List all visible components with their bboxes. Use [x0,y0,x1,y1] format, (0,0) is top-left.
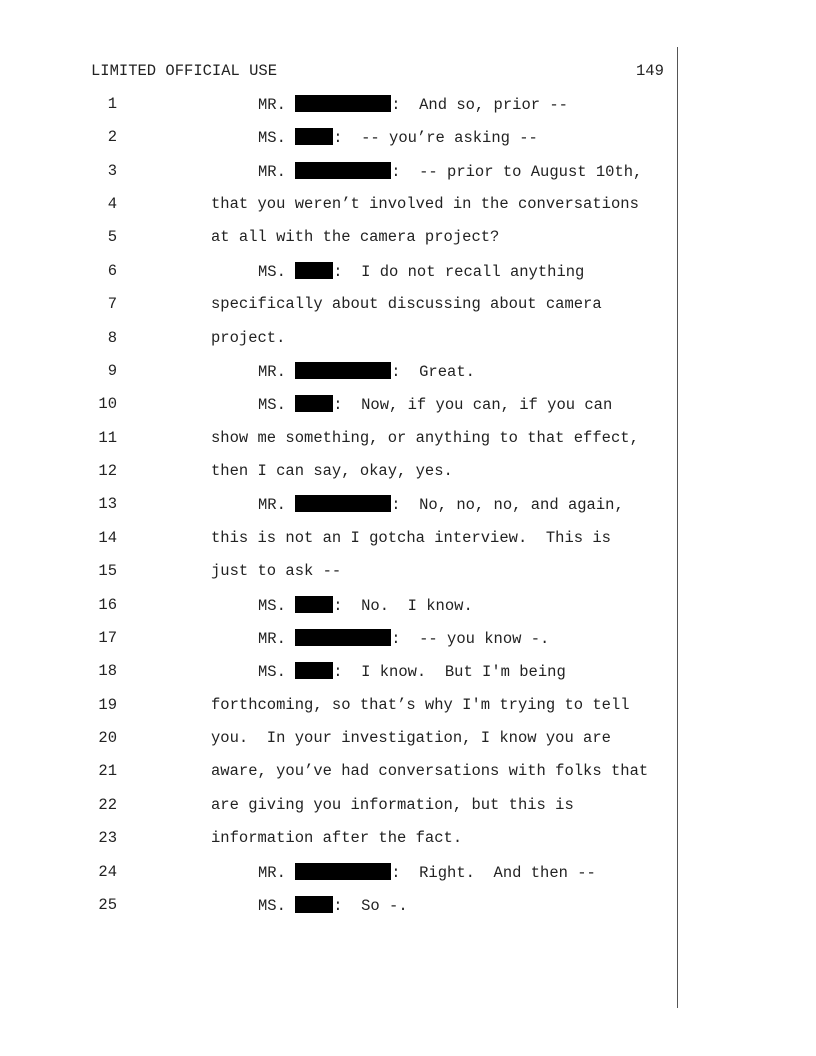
line-text: show me something, or anything to that effect, [211,428,639,447]
line-number: 6 [107,261,117,280]
speaker-label: MR. [258,863,286,882]
transcript-line [0,429,676,449]
redaction-box [295,896,333,913]
line-text: this is not an I gotcha interview. This is [211,528,611,547]
line-number: 11 [98,428,117,447]
line-text: forthcoming, so that’s why I'm trying to tell [211,695,630,714]
line-number: 18 [98,662,117,681]
redaction-box [295,95,391,112]
transcript-line [0,295,676,315]
line-number: 4 [107,195,117,214]
transcript-line [0,329,676,349]
transcript-line [0,562,676,582]
transcript-line [0,495,676,515]
transcript-line [0,195,676,215]
speaker-label: MS. [258,396,286,415]
redaction-box [295,495,391,512]
line-number: 25 [98,895,117,914]
redaction-box [295,863,391,880]
redaction-box [295,596,333,613]
speaker-line [258,362,475,381]
line-number: 2 [107,128,117,147]
speaker-label: MS. [258,262,286,281]
margin-rule [677,47,678,1008]
line-text: : -- prior to August 10th, [391,162,643,181]
transcript-line [0,529,676,549]
line-number: 15 [98,562,117,581]
redaction-box [295,362,391,379]
speaker-line [258,162,642,181]
line-number: 21 [98,762,117,781]
speaker-line [258,662,566,681]
line-text: : And so, prior -- [391,96,568,114]
line-number: 3 [107,161,117,180]
speaker-line [258,863,596,882]
transcript-line [0,829,676,849]
line-number: 12 [98,462,117,481]
speaker-label: MR. [258,96,286,114]
transcript-line [0,762,676,782]
line-number: 1 [107,95,117,113]
speaker-label: MS. [258,663,286,682]
speaker-label: MS. [258,896,286,915]
speaker-label: MR. [258,629,286,648]
transcript-line [0,162,676,182]
line-text: : I do not recall anything [333,262,585,281]
line-text: just to ask -- [211,562,342,581]
line-text: : I know. But I'm being [333,663,566,682]
redaction-box [295,395,333,412]
transcript-line [0,696,676,716]
line-text: information after the fact. [211,829,463,848]
redaction-box [295,162,391,179]
speaker-line [258,495,624,514]
speaker-label: MS. [258,129,286,148]
line-number: 19 [98,695,117,714]
line-number: 23 [98,829,117,848]
line-number: 24 [98,862,117,881]
redaction-box [295,128,333,145]
speaker-label: MR. [258,496,286,515]
speaker-line [258,128,538,147]
transcript-line [0,796,676,816]
line-number: 20 [98,729,117,748]
line-text: : -- you’re asking -- [333,129,538,148]
line-number: 16 [98,595,117,614]
speaker-line [258,95,568,114]
line-text: : So -. [333,896,408,915]
speaker-line [258,629,549,648]
transcript-line [0,262,676,282]
transcript-line [0,128,676,148]
transcript-line [0,662,676,682]
speaker-line [258,262,584,281]
line-number: 5 [107,228,117,247]
transcript-line [0,362,676,382]
line-text: project. [211,328,286,347]
line-number: 10 [98,395,117,414]
redaction-box [295,662,333,679]
transcript-line [0,863,676,883]
line-text: : No, no, no, and again, [391,496,624,515]
transcript-line [0,395,676,415]
redaction-box [295,262,333,279]
line-text: : Now, if you can, if you can [333,396,613,415]
page-number: 149 [636,62,664,80]
line-text: : No. I know. [333,596,473,615]
line-text: : Great. [391,362,475,381]
line-text: specifically about discussing about camera [211,295,602,314]
line-text: aware, you’ve had conversations with folks that [211,762,649,781]
speaker-label: MR. [258,162,286,181]
line-number: 9 [107,361,117,380]
line-text: then I can say, okay, yes. [211,462,453,481]
line-text: are giving you information, but this is [211,795,574,814]
transcript-line [0,596,676,616]
speaker-label: MS. [258,596,286,615]
transcript-line [0,729,676,749]
line-text: : Right. And then -- [391,863,596,882]
transcript-line [0,228,676,248]
line-text: you. In your investigation, I know you are [211,729,611,748]
redaction-box [295,629,391,646]
line-number: 7 [107,295,117,314]
line-number: 22 [98,795,117,814]
transcript-line [0,629,676,649]
speaker-line [258,395,612,414]
line-number: 17 [98,628,117,647]
line-text: : -- you know -. [391,629,550,648]
line-number: 8 [107,328,117,347]
line-number: 13 [98,495,117,514]
speaker-label: MR. [258,362,286,381]
transcript-line [0,896,676,916]
line-text: at all with the camera project? [211,228,500,247]
transcript-line [0,95,676,115]
speaker-line [258,896,408,915]
line-text: that you weren’t involved in the conversations [211,195,639,214]
speaker-line [258,596,473,615]
transcript-line [0,462,676,482]
classification-header: LIMITED OFFICIAL USE [91,62,278,80]
line-number: 14 [98,528,117,547]
